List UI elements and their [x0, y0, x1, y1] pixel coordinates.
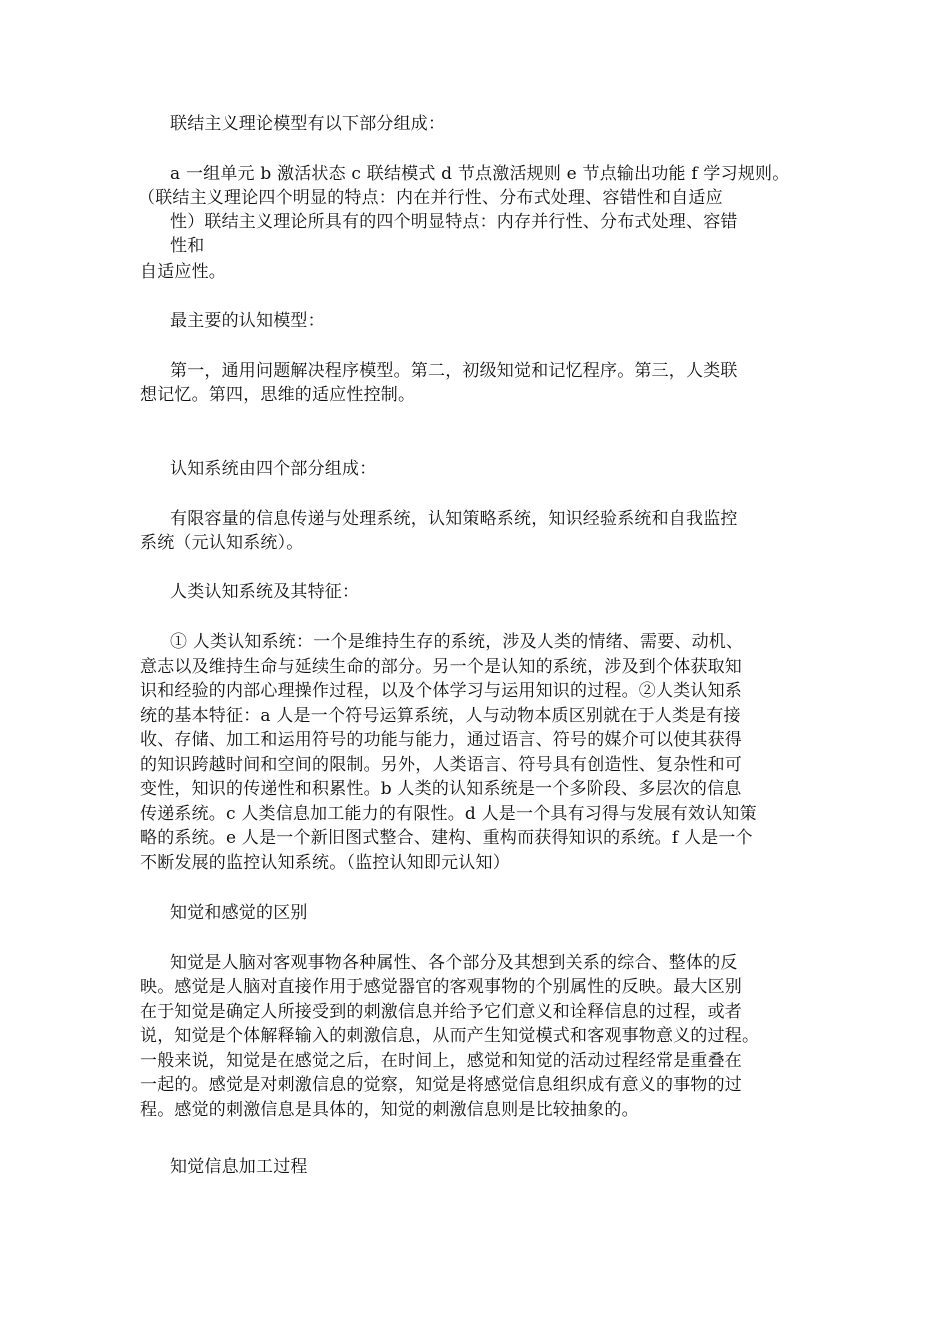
heading-perception-vs-sensation: 知觉和感觉的区别	[170, 903, 308, 923]
text-line: 识和经验的内部心理操作过程，以及个体学习与运用知识的过程。②人类认知系	[140, 681, 742, 701]
text-line: 自适应性。	[140, 262, 226, 282]
text-line: 想记忆。第四，思维的适应性控制。	[140, 385, 416, 405]
text-line: 一起的。感觉是对刺激信息的觉察，知觉是将感觉信息组织成有意义的事物的过	[140, 1075, 742, 1095]
text-line: 略的系统。e 人是一个新旧图式整合、建构、重构而获得知识的系统。f 人是一个	[140, 828, 753, 848]
text-line: 性）联结主义理论所具有的四个明显特点：内存并行性、分布式处理、容错	[170, 212, 738, 232]
text-line: （联结主义理论四个明显的特点：内在并行性、分布式处理、容错性和自适应	[138, 188, 723, 208]
text-line: 的知识跨越时间和空间的限制。另外，人类语言、符号具有创造性、复杂性和可	[140, 755, 742, 775]
text-line: 程。感觉的刺激信息是具体的，知觉的刺激信息则是比较抽象的。	[140, 1100, 639, 1120]
text-line: a 一组单元 b 激活状态 c 联结模式 d 节点激活规则 e 节点输出功能 f 学习规则。	[170, 164, 790, 184]
heading-cognitive-system-parts: 认知系统由四个部分组成：	[170, 459, 377, 479]
text-line: 传递系统。c 人类信息加工能力的有限性。d 人是一个具有习得与发展有效认知策	[140, 804, 757, 824]
text-line: 变性，知识的传递性和积累性。b 人类的认知系统是一个多阶段、多层次的信息	[140, 779, 742, 799]
heading-connectionist-model: 联结主义理论模型有以下部分组成：	[170, 114, 446, 134]
text-line: 收、存储、加工和运用符号的功能与能力，通过语言、符号的媒介可以使其获得	[140, 730, 742, 750]
text-line: 说，知觉是个体解释输入的刺激信息，从而产生知觉模式和客观事物意义的过程。	[140, 1026, 760, 1046]
text-line: 不断发展的监控认知系统。（监控认知即元认知）	[140, 853, 510, 873]
heading-cognitive-models: 最主要的认知模型：	[170, 311, 325, 331]
text-line: 知觉是人脑对客观事物各种属性、各个部分及其想到关系的综合、整体的反	[170, 953, 738, 973]
text-line: 系统（元认知系统）。	[140, 533, 304, 553]
heading-human-cognitive-system: 人类认知系统及其特征：	[170, 582, 360, 602]
text-line: 一般来说，知觉是在感觉之后，在时间上，感觉和知觉的活动过程经常是重叠在	[140, 1051, 742, 1071]
text-line: 映。感觉是人脑对直接作用于感觉器官的客观事物的个别属性的反映。最大区别	[140, 977, 742, 997]
text-line: 第一，通用问题解决程序模型。第二，初级知觉和记忆程序。第三，人类联	[170, 361, 738, 381]
text-line: 意志以及维持生命与延续生命的部分。另一个是认知的系统，涉及到个体获取知	[140, 657, 742, 677]
text-line: 统的基本特征：a 人是一个符号运算系统，人与动物本质区别就在于人类是有接	[140, 706, 741, 726]
text-line: 性和	[170, 236, 205, 256]
text-line: ① 人类认知系统：一个是维持生存的系统，涉及人类的情绪、需要、动机、	[170, 632, 744, 652]
text-line: 在于知觉是确定人所接受到的刺激信息并给予它们意义和诠释信息的过程，或者	[140, 1002, 742, 1022]
text-line: 有限容量的信息传递与处理系统，认知策略系统，知识经验系统和自我监控	[170, 509, 738, 529]
heading-perceptual-processing: 知觉信息加工过程	[170, 1157, 308, 1177]
